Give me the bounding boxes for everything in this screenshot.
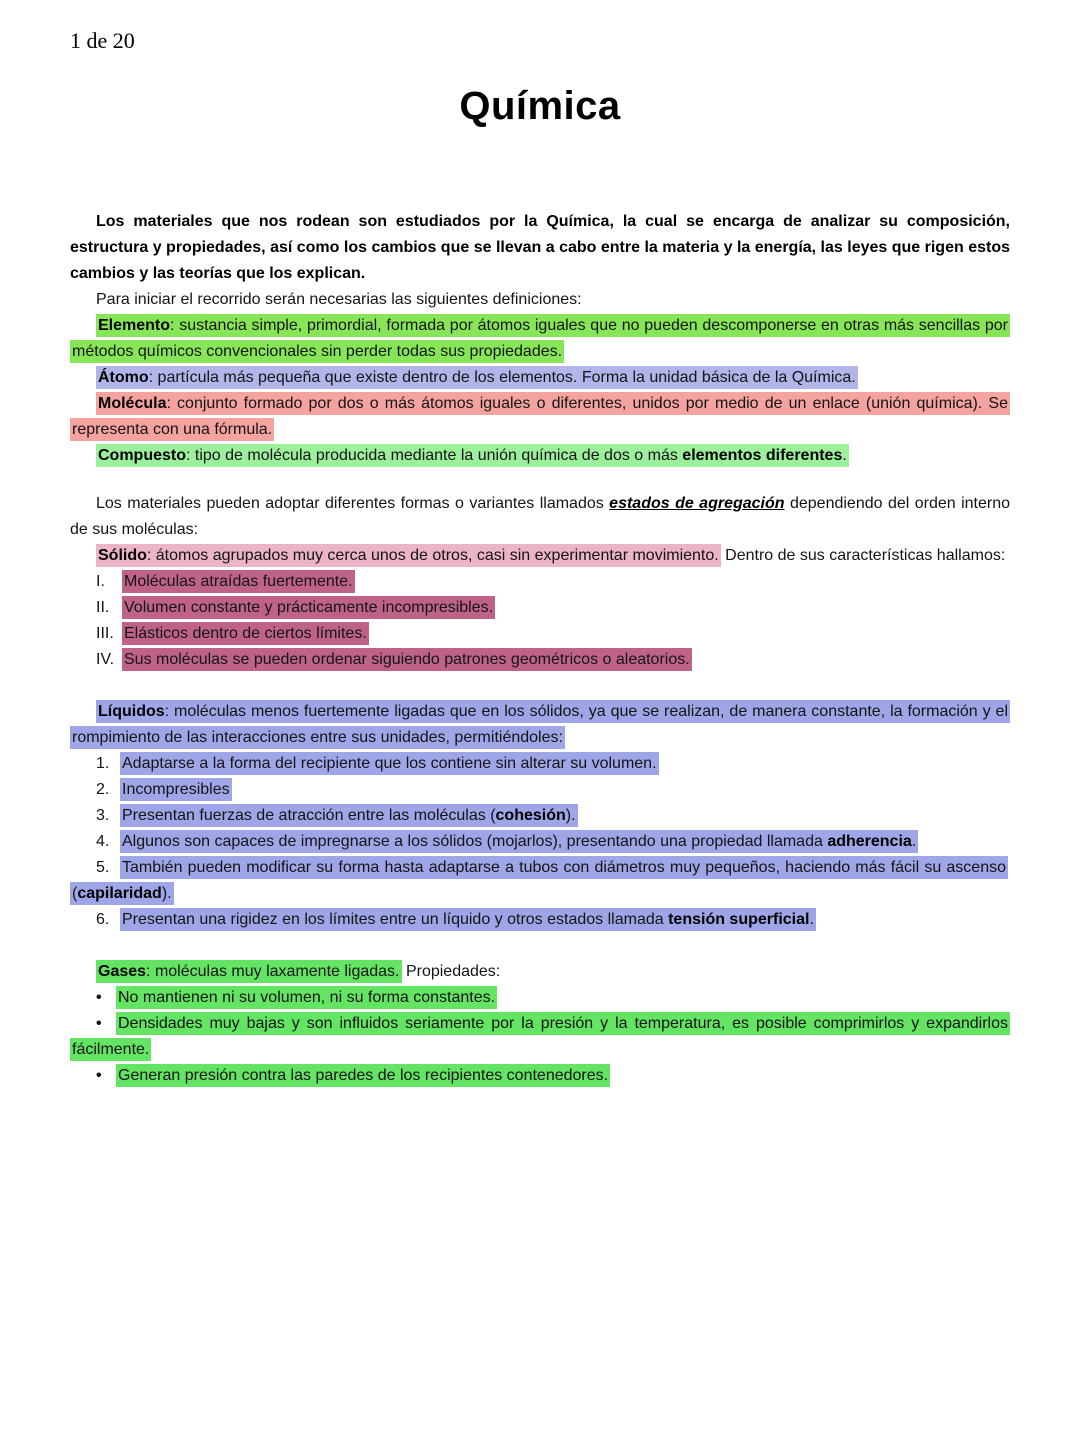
estados-emphasis: estados de agregación: [609, 495, 785, 512]
molecula-term: Molécula: [98, 395, 167, 412]
definition-atomo: [70, 365, 1010, 391]
liquido-list-item: [70, 803, 1010, 829]
compuesto-text: : tipo de molécula producida mediante la unión química de dos o más: [186, 447, 683, 464]
estados-paragraph: [70, 491, 1010, 543]
estados-pre: Los materiales pueden adoptar diferentes formas o variantes llamados: [96, 495, 610, 512]
gases-highlight: [96, 960, 402, 983]
definition-gases: [70, 959, 1010, 985]
liquido-item-post: .: [911, 833, 917, 850]
compuesto-tail: .: [842, 447, 847, 464]
gas-item-text: Densidades muy bajas y son influidos seriamente por la presión y la temperatura, es posible comprimirlos y expandirlos fácilmente.: [72, 1015, 1008, 1058]
elemento-highlight: [70, 314, 1010, 363]
list-marker: 4.: [96, 833, 110, 850]
list-marker: 5.: [96, 859, 110, 876]
estados-post: dependiendo del orden interno de sus moléculas:: [70, 495, 1011, 538]
gas-list-item: [70, 1011, 1010, 1063]
liquido-item-highlight: [120, 908, 816, 931]
bullet-icon: •: [96, 989, 102, 1006]
liquido-item-text: Presentan fuerzas de atracción entre las moléculas (: [122, 807, 496, 824]
compuesto-term: Compuesto: [98, 447, 186, 464]
gas-item-highlight: [116, 986, 497, 1009]
solido-item-highlight: [122, 596, 495, 619]
gas-item-text: Generan presión contra las paredes de los recipientes contenedores.: [118, 1067, 609, 1084]
liquido-item-bold: tensión superficial: [668, 911, 810, 928]
gas-item-highlight: [70, 1012, 1010, 1061]
solido-text: : átomos agrupados muy cerca unos de otros, casi sin experimentar movimiento.: [146, 547, 719, 564]
liquido-item-post: ).: [565, 807, 576, 824]
solido-after: Dentro de sus características hallamos:: [720, 547, 1006, 564]
solido-list-item: [70, 621, 1010, 647]
compuesto-highlight: [96, 444, 849, 467]
gases-term: Gases: [98, 963, 147, 980]
atomo-term: Átomo: [98, 369, 149, 386]
solido-item-highlight: [122, 622, 369, 645]
definition-elemento: [70, 313, 1010, 365]
solido-item-text: Sus moléculas se pueden ordenar siguiendo patrones geométricos o aleatorios.: [124, 651, 690, 668]
bullet-icon: •: [96, 1015, 102, 1032]
liquido-item-bold: cohesión: [495, 807, 566, 824]
page-title: Química: [459, 84, 621, 128]
gas-item-highlight: [116, 1064, 610, 1087]
liquido-item-text: Adaptarse a la forma del recipiente que los contiene sin alterar su volumen.: [122, 755, 657, 772]
solido-list-item: [70, 595, 1010, 621]
liquidos-highlight: [70, 700, 1010, 749]
solido-highlight: [96, 544, 721, 567]
liquido-list-item: [70, 855, 1010, 907]
liquido-item-highlight: [70, 856, 1008, 905]
list-marker: III.: [96, 625, 114, 642]
liquido-list-item: [70, 829, 1010, 855]
liquido-item-text: También pueden modificar su forma hasta adaptarse a tubos con diámetros muy pequeños, haciendo más fácil su ascenso (: [72, 859, 1006, 902]
list-marker: I.: [96, 573, 105, 590]
liquido-list-item: [70, 777, 1010, 803]
solido-item-highlight: [122, 648, 692, 671]
definition-solido: [70, 543, 1010, 569]
atomo-highlight: [96, 366, 858, 389]
solido-list-item: [70, 569, 1010, 595]
lead-in-paragraph: Para iniciar el recorrido serán necesarias las siguientes definiciones:: [96, 291, 582, 308]
liquido-item-post: .: [809, 911, 814, 928]
solido-item-text: Elásticos dentro de ciertos límites.: [124, 625, 367, 642]
elemento-term: Elemento: [98, 317, 171, 334]
solido-item-text: Moléculas atraídas fuertemente.: [124, 573, 353, 590]
liquido-item-highlight: [120, 804, 578, 827]
definition-compuesto: [70, 443, 1010, 469]
atomo-text: : partícula más pequeña que existe dentro de los elementos. Forma la unidad básica de la Química.: [148, 369, 856, 386]
liquido-item-text: Incompresibles: [122, 781, 230, 798]
list-marker: 6.: [96, 911, 110, 928]
liquidos-term: Líquidos: [98, 703, 165, 720]
list-marker: 3.: [96, 807, 110, 824]
bullet-icon: •: [96, 1067, 102, 1084]
liquido-list-item: [70, 751, 1010, 777]
gas-list-item: [70, 985, 1010, 1011]
solido-term: Sólido: [98, 547, 147, 564]
solido-item-text: Volumen constante y prácticamente incompresibles.: [124, 599, 494, 616]
liquido-item-highlight: [120, 830, 918, 853]
definition-liquidos: [70, 699, 1010, 751]
gases-text: : moléculas muy laxamente ligadas.: [146, 963, 400, 980]
elemento-text: : sustancia simple, primordial, formada por átomos iguales que no pueden descomponerse en otras más sencillas por métodos químicos convencionales sin perder todas sus propiedades.: [72, 317, 1008, 360]
definition-molecula: [70, 391, 1010, 443]
gases-after: Propiedades:: [401, 963, 501, 980]
liquido-item-text: Presentan una rigidez en los límites entre un líquido y otros estados llamada: [122, 911, 669, 928]
compuesto-bold: elementos diferentes: [682, 447, 843, 464]
page-number: 1 de 20: [70, 28, 135, 53]
gas-list-item: [70, 1063, 1010, 1089]
liquido-item-bold: capilaridad: [77, 885, 162, 902]
gas-item-text: No mantienen ni su volumen, ni su forma constantes.: [118, 989, 496, 1006]
liquido-item-text: Algunos son capaces de impregnarse a los sólidos (mojarlos), presentando una propiedad llamada: [122, 833, 828, 850]
list-marker: 1.: [96, 755, 110, 772]
liquido-item-highlight: [120, 752, 659, 775]
solido-item-highlight: [122, 570, 355, 593]
liquido-item-post: ).: [161, 885, 172, 902]
liquido-item-bold: adherencia: [827, 833, 912, 850]
liquido-item-highlight: [120, 778, 232, 801]
list-marker: IV.: [96, 651, 115, 668]
intro-paragraph: Los materiales que nos rodean son estudiados por la Química, la cual se encarga de analizar su composición, estructura y propiedades, así como los cambios que se llevan a cabo entre la materia y la energía, las leyes que rigen estos cambios y las teorías que los explican.: [70, 213, 1010, 282]
liquidos-text: : moléculas menos fuertemente ligadas que en los sólidos, ya que se realizan, de manera constante, la formación y el rompimiento de las interacciones entre sus unidades, permitiéndoles:: [72, 703, 1008, 746]
list-marker: 2.: [96, 781, 110, 798]
list-marker: II.: [96, 599, 110, 616]
solido-list-item: [70, 647, 1010, 673]
molecula-highlight: [70, 392, 1010, 441]
molecula-text: : conjunto formado por dos o más átomos iguales o diferentes, unidos por medio de un enlace (unión química). Se representa con una fórmula.: [72, 395, 1008, 438]
liquido-list-item: [70, 907, 1010, 933]
